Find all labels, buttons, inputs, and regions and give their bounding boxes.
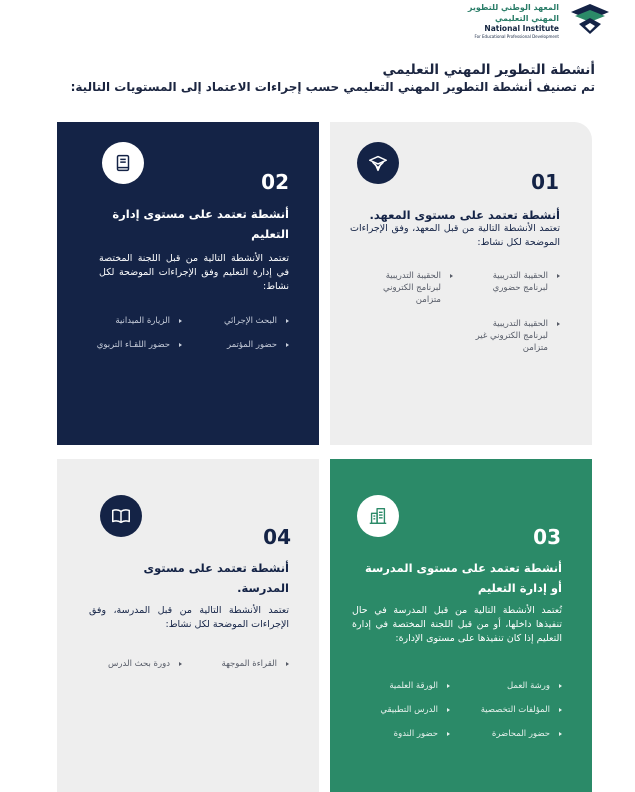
card-number: 01 [531, 170, 559, 194]
card-institute-level [330, 122, 592, 445]
card-school-level [57, 459, 319, 792]
activity-item: دورة بحث الدرس [89, 658, 182, 670]
activity-item: المؤلفات التخصصية [464, 704, 562, 716]
activity-item: حضور الندوة [352, 728, 450, 740]
activity-list [89, 658, 289, 670]
activity-item: الزيارة الميدانية [89, 315, 182, 327]
activity-item: الحقيبة التدريبية لبرنامج الكتروني متزامن [360, 270, 453, 306]
activity-item: حضور المؤتمر [196, 339, 289, 351]
logo-arabic-text: المعهد الوطني للتطوير المهني التعليمي [467, 3, 559, 23]
page-subtitle: تم تصنيف أنشطة التطوير المهني التعليمي حسب إجراءات الاعتماد إلى المستويات التالية: [70, 80, 595, 94]
activity-item: الحقيبة التدريبية لبرنامج الكتروني غير متزامن [467, 318, 560, 354]
card-number: 02 [261, 170, 289, 194]
activity-item: الورقة العلمية [352, 680, 450, 692]
page-title: أنشطة التطوير المهني التعليمي [382, 62, 595, 78]
activity-item: حضور اللقـاء التربوي [89, 339, 182, 351]
logo-mark-icon [567, 2, 613, 36]
card-education-admin-level [57, 122, 319, 445]
card-school-or-admin-level [330, 459, 592, 792]
card-description: تُعتمد الأنشطة التالية من قبل المدرسة في حال تنفيذها داخلها، أو من قبل اللجنة المختصة في إدارة التعليم إذا كان تنفيذها على مستوى الإدارة: [352, 605, 562, 644]
building-icon [357, 495, 399, 537]
card-title: أنشطة تعتمد على مستوى إدارة التعليم [112, 207, 289, 241]
card-title: أنشطة تعتمد على مستوى المدرسة. [143, 561, 289, 595]
activity-item: الحقيبة التدريبية لبرنامج حضوري [467, 270, 560, 306]
logo-english-text: National Institute [484, 24, 559, 33]
open-book-icon [100, 495, 142, 537]
book-icon [102, 142, 144, 184]
card-description: تعتمد الأنشطة التالية من قبل المدرسة، وفق الإجراءات الموضحة لكل نشاط: [89, 605, 289, 630]
activity-list [352, 680, 562, 740]
card-title: أنشطة تعتمد على مستوى المدرسة أو إدارة التعليم [365, 561, 562, 595]
activity-item: البحث الإجرائي [196, 315, 289, 327]
activity-list [360, 270, 560, 354]
logo [433, 2, 613, 39]
card-number: 03 [533, 525, 561, 549]
card-description: تعتمد الأنشطة التالية من قبل اللجنة المختصة في إدارة التعليم وفق الإجراءات الموضحة لكل نشاط: [99, 253, 289, 292]
activity-item: القراءة الموجهة [196, 658, 289, 670]
card-title: أنشطة تعتمد على مستوى المعهد. [369, 208, 560, 222]
institute-icon [357, 142, 399, 184]
activity-item: حضور المحاضرة [464, 728, 562, 740]
card-description: تعتمد الأنشطة التالية من قبل المعهد، وفق الإجراءات الموضحة لكل نشاط: [350, 223, 560, 248]
logo-subtitle-text: For Educational Professional Development [474, 34, 559, 39]
activity-list [89, 315, 289, 351]
activity-item: الدرس التطبيقي [352, 704, 450, 716]
activity-item: ورشة العمل [464, 680, 562, 692]
card-number: 04 [263, 525, 291, 549]
